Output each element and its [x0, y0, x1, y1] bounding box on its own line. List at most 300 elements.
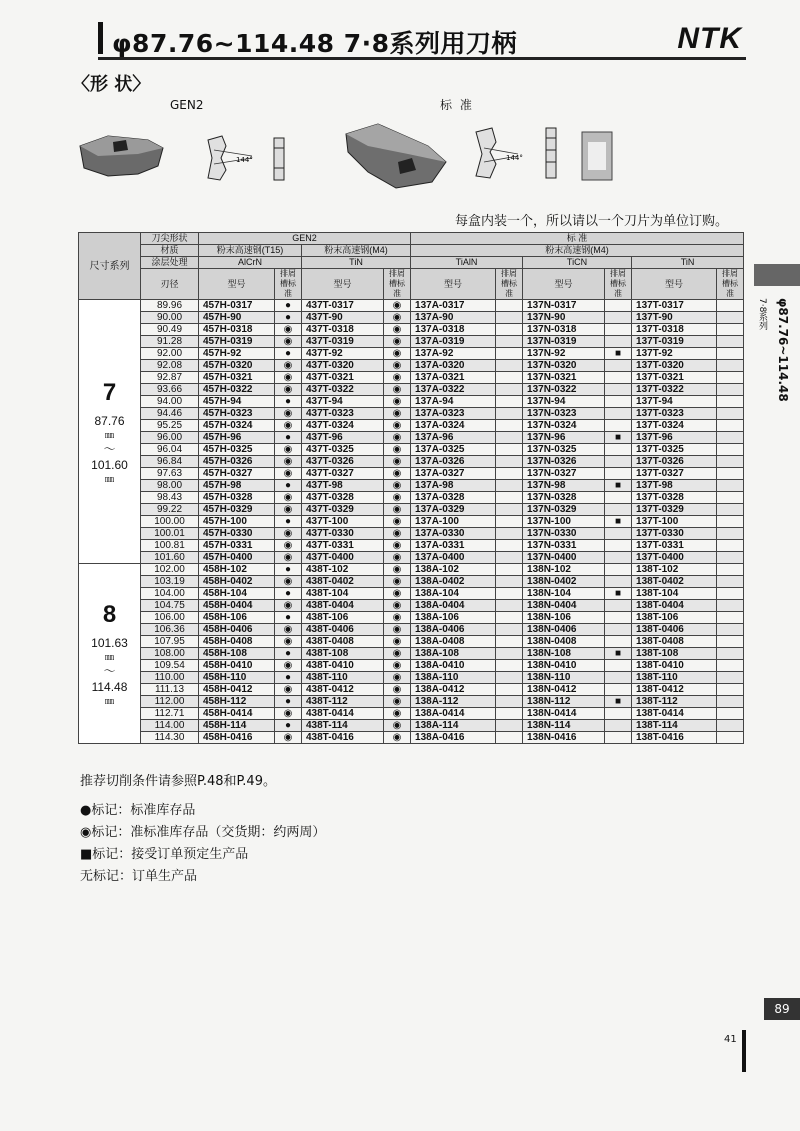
- tin-mark-cell: [717, 516, 744, 528]
- gen2-t15-model-cell: 457H-0320: [199, 360, 275, 372]
- header-groove-5: 排屑槽标准: [717, 269, 744, 300]
- series-range-to: 101.60: [91, 457, 128, 472]
- gen2-m4-mark-cell: ◉: [384, 396, 411, 408]
- tin-mark-cell: [717, 576, 744, 588]
- gen2-t15-model-cell: 457H-92: [199, 348, 275, 360]
- diameter-cell: 94.46: [141, 408, 199, 420]
- tialn-model-cell: 138A-102: [411, 564, 496, 576]
- ticn-mark-cell: [605, 300, 632, 312]
- diameter-cell: 99.22: [141, 504, 199, 516]
- diameter-cell: 102.00: [141, 564, 199, 576]
- ticn-model-cell: 137N-0328: [523, 492, 605, 504]
- ticn-model-cell: 138N-0408: [523, 636, 605, 648]
- ticn-model-cell: 138N-112: [523, 696, 605, 708]
- table-row: [79, 588, 744, 600]
- gen2-label: GEN2: [170, 98, 204, 112]
- header-size-series: 尺寸系列: [79, 233, 141, 300]
- table-row: [79, 648, 744, 660]
- ticn-mark-cell: [605, 408, 632, 420]
- tin-model-cell: 137T-0327: [632, 468, 717, 480]
- gen2-t15-model-cell: 457H-0326: [199, 456, 275, 468]
- gen2-t15-mark-cell: ●: [275, 564, 302, 576]
- tialn-model-cell: 137A-0325: [411, 444, 496, 456]
- ticn-model-cell: 137N-0327: [523, 468, 605, 480]
- ticn-mark-cell: [605, 324, 632, 336]
- table-row: [79, 336, 744, 348]
- gen2-t15-mark-cell: ◉: [275, 660, 302, 672]
- tin-mark-cell: [717, 696, 744, 708]
- tin-model-cell: 137T-0328: [632, 492, 717, 504]
- tin-model-cell: 137T-96: [632, 432, 717, 444]
- gen2-t15-mark-cell: ●: [275, 516, 302, 528]
- page-number-small: 41: [724, 1034, 737, 1045]
- gen2-m4-mark-cell: ◉: [384, 624, 411, 636]
- tialn-model-cell: 138A-0408: [411, 636, 496, 648]
- tialn-model-cell: 137A-96: [411, 432, 496, 444]
- tialn-model-cell: 138A-0414: [411, 708, 496, 720]
- ticn-model-cell: 137N-100: [523, 516, 605, 528]
- tin-mark-cell: [717, 432, 744, 444]
- gen2-m4-model-cell: 437T-0322: [302, 384, 384, 396]
- tialn-mark-cell: [496, 408, 523, 420]
- tin-mark-cell: [717, 708, 744, 720]
- header-tip-shape: 刀尖形状: [141, 233, 199, 245]
- tin-model-cell: 137T-0331: [632, 540, 717, 552]
- gen2-insert-image: [80, 136, 163, 176]
- gen2-t15-mark-cell: ◉: [275, 420, 302, 432]
- page-title: φ87.76~114.48 7·8系列用刀柄: [112, 29, 518, 58]
- tin-model-cell: 137T-90: [632, 312, 717, 324]
- gen2-m4-model-cell: 438T-0412: [302, 684, 384, 696]
- table-header: [79, 233, 744, 300]
- ticn-model-cell: 138N-0404: [523, 600, 605, 612]
- table-row: [79, 672, 744, 684]
- gen2-t15-mark-cell: ◉: [275, 624, 302, 636]
- insert-illustrations: [78, 118, 618, 198]
- gen2-m4-model-cell: 437T-92: [302, 348, 384, 360]
- gen2-m4-model-cell: 437T-0319: [302, 336, 384, 348]
- standard-insert-image: [346, 124, 446, 188]
- tialn-model-cell: 137A-90: [411, 312, 496, 324]
- tin-model-cell: 137T-0321: [632, 372, 717, 384]
- spec-table-wrapper: [78, 232, 743, 744]
- tialn-model-cell: 138A-0412: [411, 684, 496, 696]
- gen2-m4-mark-cell: ◉: [384, 492, 411, 504]
- tin-model-cell: 138T-108: [632, 648, 717, 660]
- ticn-mark-cell: ■: [605, 432, 632, 444]
- gen2-m4-model-cell: 438T-0410: [302, 660, 384, 672]
- table-row: [79, 420, 744, 432]
- tialn-model-cell: 137A-0320: [411, 360, 496, 372]
- tin-model-cell: 138T-0404: [632, 600, 717, 612]
- gen2-m4-model-cell: 438T-108: [302, 648, 384, 660]
- gen2-m4-model-cell: 437T-0317: [302, 300, 384, 312]
- ticn-mark-cell: [605, 612, 632, 624]
- diameter-cell: 97.63: [141, 468, 199, 480]
- ticn-model-cell: 137N-0321: [523, 372, 605, 384]
- ticn-mark-cell: [605, 372, 632, 384]
- diameter-cell: 95.25: [141, 420, 199, 432]
- series-unit: ㎜: [104, 651, 114, 662]
- tialn-model-cell: 137A-0329: [411, 504, 496, 516]
- gen2-m4-mark-cell: ◉: [384, 564, 411, 576]
- gen2-m4-mark-cell: ◉: [384, 636, 411, 648]
- header-standard: 标 准: [411, 233, 744, 245]
- tin-model-cell: 138T-0410: [632, 660, 717, 672]
- series-unit: ㎜: [104, 429, 114, 440]
- gen2-t15-mark-cell: ◉: [275, 732, 302, 744]
- tialn-model-cell: 137A-0331: [411, 540, 496, 552]
- ticn-model-cell: 137N-0329: [523, 504, 605, 516]
- tin-mark-cell: [717, 660, 744, 672]
- ticn-mark-cell: [605, 708, 632, 720]
- gen2-t15-mark-cell: ◉: [275, 336, 302, 348]
- tin-mark-cell: [717, 504, 744, 516]
- gen2-t15-mark-cell: ●: [275, 396, 302, 408]
- tialn-mark-cell: [496, 468, 523, 480]
- ticn-model-cell: 137N-98: [523, 480, 605, 492]
- gen2-t15-model-cell: 457H-96: [199, 432, 275, 444]
- ticn-mark-cell: [605, 684, 632, 696]
- tialn-model-cell: 138A-112: [411, 696, 496, 708]
- ticn-model-cell: 138N-110: [523, 672, 605, 684]
- side-series-label: 7·8系列: [757, 298, 767, 331]
- tialn-mark-cell: [496, 360, 523, 372]
- ticn-mark-cell: ■: [605, 588, 632, 600]
- ticn-model-cell: 137N-92: [523, 348, 605, 360]
- ticn-model-cell: 137N-0323: [523, 408, 605, 420]
- header-diameter: 刃径: [141, 269, 199, 300]
- tialn-mark-cell: [496, 684, 523, 696]
- tialn-mark-cell: [496, 588, 523, 600]
- gen2-m4-mark-cell: ◉: [384, 432, 411, 444]
- table-row: [79, 540, 744, 552]
- gen2-t15-model-cell: 458H-0414: [199, 708, 275, 720]
- table-row: [79, 384, 744, 396]
- ticn-model-cell: 137N-90: [523, 312, 605, 324]
- tialn-model-cell: 138A-108: [411, 648, 496, 660]
- header-hss-m4-standard: 粉末高速钢(M4): [411, 245, 744, 257]
- standard-label: 标 准: [440, 98, 474, 112]
- gen2-m4-mark-cell: ◉: [384, 600, 411, 612]
- gen2-t15-model-cell: 457H-0318: [199, 324, 275, 336]
- gen2-m4-model-cell: 437T-96: [302, 432, 384, 444]
- gen2-t15-mark-cell: ●: [275, 696, 302, 708]
- ticn-model-cell: 138N-114: [523, 720, 605, 732]
- gen2-t15-mark-cell: ●: [275, 300, 302, 312]
- gen2-m4-model-cell: 438T-112: [302, 696, 384, 708]
- series-number: 8: [102, 600, 117, 628]
- gen2-t15-model-cell: 457H-0325: [199, 444, 275, 456]
- gen2-t15-model-cell: 457H-0400: [199, 552, 275, 564]
- gen2-t15-mark-cell: ●: [275, 348, 302, 360]
- gen2-t15-model-cell: 458H-108: [199, 648, 275, 660]
- tialn-mark-cell: [496, 624, 523, 636]
- header-hss-m4: 粉末高速钢(M4): [302, 245, 411, 257]
- gen2-m4-mark-cell: ◉: [384, 612, 411, 624]
- tialn-model-cell: 137A-0317: [411, 300, 496, 312]
- tialn-mark-cell: [496, 480, 523, 492]
- series-range-tilde: ～: [103, 441, 116, 456]
- table-row: [79, 636, 744, 648]
- gen2-t15-mark-cell: ●: [275, 648, 302, 660]
- table-row: [79, 432, 744, 444]
- gen2-t15-model-cell: 457H-94: [199, 396, 275, 408]
- tin-mark-cell: [717, 396, 744, 408]
- gen2-m4-model-cell: 438T-0406: [302, 624, 384, 636]
- diameter-cell: 103.19: [141, 576, 199, 588]
- tin-model-cell: 137T-94: [632, 396, 717, 408]
- tin-model-cell: 138T-0414: [632, 708, 717, 720]
- table-row: [79, 696, 744, 708]
- ticn-mark-cell: [605, 360, 632, 372]
- gen2-m4-mark-cell: ◉: [384, 420, 411, 432]
- gen2-t15-model-cell: 457H-0331: [199, 540, 275, 552]
- table-row: [79, 324, 744, 336]
- gen2-m4-mark-cell: ◉: [384, 732, 411, 744]
- table-body: [79, 300, 744, 744]
- gen2-m4-mark-cell: ◉: [384, 456, 411, 468]
- gen2-t15-mark-cell: ◉: [275, 600, 302, 612]
- diameter-cell: 91.28: [141, 336, 199, 348]
- ticn-model-cell: 137N-0331: [523, 540, 605, 552]
- gen2-t15-model-cell: 457H-90: [199, 312, 275, 324]
- legend-made-to-order-planned: ■标记：接受订单预定生产品: [80, 847, 249, 862]
- tin-model-cell: 137T-0322: [632, 384, 717, 396]
- tin-model-cell: 137T-0318: [632, 324, 717, 336]
- tialn-mark-cell: [496, 576, 523, 588]
- gen2-t15-mark-cell: ●: [275, 612, 302, 624]
- series-cell: [79, 564, 141, 744]
- gen2-m4-model-cell: 437T-0329: [302, 504, 384, 516]
- ticn-mark-cell: [605, 720, 632, 732]
- tin-model-cell: 137T-0317: [632, 300, 717, 312]
- tin-mark-cell: [717, 480, 744, 492]
- table-row: [79, 300, 744, 312]
- gen2-t15-model-cell: 457H-0330: [199, 528, 275, 540]
- ticn-mark-cell: [605, 384, 632, 396]
- gen2-m4-mark-cell: ◉: [384, 504, 411, 516]
- header-coating: 涂层处理: [141, 257, 199, 269]
- tialn-model-cell: 137A-0322: [411, 384, 496, 396]
- table-row: [79, 708, 744, 720]
- ticn-mark-cell: [605, 624, 632, 636]
- order-notice: 每盒内装一个，所以请以一个刀片为单位订购。: [455, 214, 729, 229]
- series-range-from: 87.76: [94, 413, 125, 428]
- header-tin-standard: TiN: [632, 257, 744, 269]
- ticn-mark-cell: [605, 660, 632, 672]
- gen2-m4-mark-cell: ◉: [384, 576, 411, 588]
- cutting-reference-note: 推荐切削条件请参照P.48和P.49。: [80, 774, 276, 789]
- brand-logo: NTK: [677, 22, 742, 55]
- diameter-cell: 101.60: [141, 552, 199, 564]
- gen2-m4-model-cell: 437T-98: [302, 480, 384, 492]
- gen2-t15-mark-cell: ◉: [275, 384, 302, 396]
- ticn-model-cell: 137N-0319: [523, 336, 605, 348]
- gen2-m4-model-cell: 437T-0324: [302, 420, 384, 432]
- ticn-model-cell: 137N-0400: [523, 552, 605, 564]
- tin-mark-cell: [717, 372, 744, 384]
- tin-mark-cell: [717, 732, 744, 744]
- tin-model-cell: 138T-110: [632, 672, 717, 684]
- diameter-cell: 108.00: [141, 648, 199, 660]
- header-tin-gen2: TiN: [302, 257, 411, 269]
- ticn-model-cell: 138N-0414: [523, 708, 605, 720]
- tialn-model-cell: 138A-114: [411, 720, 496, 732]
- ticn-mark-cell: [605, 468, 632, 480]
- table-row: [79, 684, 744, 696]
- gen2-t15-model-cell: 457H-0317: [199, 300, 275, 312]
- ticn-model-cell: 137N-0330: [523, 528, 605, 540]
- tialn-mark-cell: [496, 600, 523, 612]
- ticn-model-cell: 138N-104: [523, 588, 605, 600]
- diameter-cell: 98.43: [141, 492, 199, 504]
- ticn-model-cell: 138N-0416: [523, 732, 605, 744]
- ticn-model-cell: 137N-96: [523, 432, 605, 444]
- tialn-model-cell: 137A-0326: [411, 456, 496, 468]
- tialn-mark-cell: [496, 552, 523, 564]
- tialn-mark-cell: [496, 444, 523, 456]
- title-bar: [98, 22, 746, 60]
- tialn-mark-cell: [496, 672, 523, 684]
- tin-mark-cell: [717, 300, 744, 312]
- tin-model-cell: 137T-92: [632, 348, 717, 360]
- diameter-cell: 92.00: [141, 348, 199, 360]
- diameter-cell: 93.66: [141, 384, 199, 396]
- gen2-t15-model-cell: 458H-106: [199, 612, 275, 624]
- gen2-m4-mark-cell: ◉: [384, 552, 411, 564]
- header-material: 材质: [141, 245, 199, 257]
- diameter-cell: 109.54: [141, 660, 199, 672]
- header-hss-t15: 粉末高速钢(T15): [199, 245, 302, 257]
- ticn-mark-cell: [605, 576, 632, 588]
- gen2-m4-mark-cell: ◉: [384, 720, 411, 732]
- tin-mark-cell: [717, 348, 744, 360]
- ticn-model-cell: 137N-0317: [523, 300, 605, 312]
- tin-mark-cell: [717, 564, 744, 576]
- table-row: [79, 312, 744, 324]
- tialn-model-cell: 138A-0416: [411, 732, 496, 744]
- tialn-mark-cell: [496, 720, 523, 732]
- ticn-mark-cell: ■: [605, 696, 632, 708]
- gen2-m4-model-cell: 438T-0404: [302, 600, 384, 612]
- gen2-m4-mark-cell: ◉: [384, 672, 411, 684]
- gen2-m4-model-cell: 437T-0327: [302, 468, 384, 480]
- gen2-m4-model-cell: 437T-0318: [302, 324, 384, 336]
- gen2-m4-mark-cell: ◉: [384, 360, 411, 372]
- gen2-t15-model-cell: 457H-0327: [199, 468, 275, 480]
- ticn-mark-cell: [605, 552, 632, 564]
- ticn-mark-cell: [605, 600, 632, 612]
- gen2-m4-model-cell: 438T-110: [302, 672, 384, 684]
- diameter-cell: 112.71: [141, 708, 199, 720]
- tialn-mark-cell: [496, 384, 523, 396]
- diameter-cell: 100.00: [141, 516, 199, 528]
- gen2-profile-image: [208, 136, 284, 180]
- gen2-m4-model-cell: 437T-0321: [302, 372, 384, 384]
- gen2-t15-mark-cell: ◉: [275, 372, 302, 384]
- tialn-mark-cell: [496, 564, 523, 576]
- tialn-model-cell: 137A-100: [411, 516, 496, 528]
- tialn-mark-cell: [496, 528, 523, 540]
- ticn-mark-cell: [605, 564, 632, 576]
- table-row: [79, 480, 744, 492]
- gen2-m4-model-cell: 437T-0331: [302, 540, 384, 552]
- tialn-model-cell: 138A-0404: [411, 600, 496, 612]
- gen2-m4-model-cell: 438T-0402: [302, 576, 384, 588]
- tialn-model-cell: 137A-0323: [411, 408, 496, 420]
- gen2-t15-mark-cell: ◉: [275, 552, 302, 564]
- header-tialn: TiAlN: [411, 257, 523, 269]
- ticn-mark-cell: [605, 504, 632, 516]
- table-row: [79, 528, 744, 540]
- side-range-label: φ87.76~114.48: [776, 298, 790, 402]
- tin-model-cell: 138T-0408: [632, 636, 717, 648]
- tin-mark-cell: [717, 312, 744, 324]
- gen2-m4-model-cell: 438T-114: [302, 720, 384, 732]
- gen2-t15-model-cell: 457H-0322: [199, 384, 275, 396]
- ticn-mark-cell: [605, 492, 632, 504]
- gen2-m4-mark-cell: ◉: [384, 372, 411, 384]
- ticn-mark-cell: [605, 456, 632, 468]
- tin-model-cell: 138T-106: [632, 612, 717, 624]
- shape-heading: 〈形 状〉: [72, 74, 151, 95]
- ticn-model-cell: 137N-94: [523, 396, 605, 408]
- diameter-cell: 104.00: [141, 588, 199, 600]
- gen2-m4-model-cell: 437T-0330: [302, 528, 384, 540]
- ticn-model-cell: 137N-0318: [523, 324, 605, 336]
- gen2-t15-model-cell: 458H-0404: [199, 600, 275, 612]
- gen2-m4-mark-cell: ◉: [384, 408, 411, 420]
- gen2-m4-mark-cell: ◉: [384, 480, 411, 492]
- table-row: [79, 552, 744, 564]
- ticn-model-cell: 138N-102: [523, 564, 605, 576]
- gen2-m4-model-cell: 437T-0325: [302, 444, 384, 456]
- header-groove-4: 排屑槽标准: [605, 269, 632, 300]
- gen2-m4-model-cell: 438T-104: [302, 588, 384, 600]
- gen2-t15-model-cell: 458H-0412: [199, 684, 275, 696]
- gen2-t15-model-cell: 457H-0319: [199, 336, 275, 348]
- gen2-m4-model-cell: 438T-106: [302, 612, 384, 624]
- diameter-cell: 114.30: [141, 732, 199, 744]
- tin-mark-cell: [717, 420, 744, 432]
- ticn-model-cell: 137N-0322: [523, 384, 605, 396]
- tin-model-cell: 137T-0323: [632, 408, 717, 420]
- ticn-mark-cell: [605, 540, 632, 552]
- table-row: [79, 444, 744, 456]
- table-row: [79, 612, 744, 624]
- gen2-t15-model-cell: 458H-110: [199, 672, 275, 684]
- gen2-m4-model-cell: 437T-90: [302, 312, 384, 324]
- diameter-cell: 104.75: [141, 600, 199, 612]
- tin-mark-cell: [717, 324, 744, 336]
- table-row: [79, 348, 744, 360]
- gen2-m4-mark-cell: ◉: [384, 540, 411, 552]
- diameter-cell: 100.01: [141, 528, 199, 540]
- gen2-t15-model-cell: 458H-114: [199, 720, 275, 732]
- tin-model-cell: 138T-102: [632, 564, 717, 576]
- tialn-mark-cell: [496, 540, 523, 552]
- series-range-tilde: ～: [103, 663, 116, 678]
- tialn-mark-cell: [496, 456, 523, 468]
- tialn-mark-cell: [496, 696, 523, 708]
- page-number-tab: 89: [764, 998, 800, 1020]
- ticn-mark-cell: [605, 312, 632, 324]
- tialn-model-cell: 137A-0328: [411, 492, 496, 504]
- tialn-mark-cell: [496, 504, 523, 516]
- tialn-model-cell: 137A-0327: [411, 468, 496, 480]
- ticn-mark-cell: [605, 528, 632, 540]
